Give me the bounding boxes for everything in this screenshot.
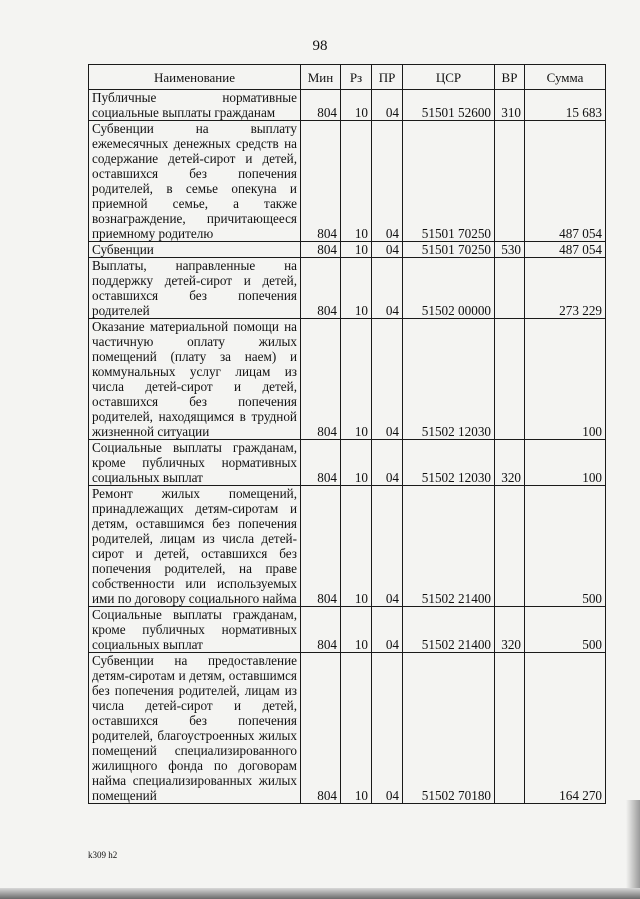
row-min: 804 xyxy=(301,242,341,258)
row-min: 804 xyxy=(301,653,341,804)
row-name: Публичные нормативные социальные выплаты гражданам xyxy=(89,90,301,121)
table-row xyxy=(89,242,606,258)
row-pr: 04 xyxy=(372,486,403,607)
row-pr: 04 xyxy=(372,653,403,804)
row-name: Оказание материальной помощи на частичную оплату жилых помещений (плату за наем) и коммунальных услуг лицам из числа детей-сирот и детей, оставшихся без попечения родителей, находящимся в трудной жизненной ситуации xyxy=(89,319,301,440)
row-min: 804 xyxy=(301,258,341,319)
row-pr: 04 xyxy=(372,242,403,258)
row-name: Субвенции на предоставление детям-сиротам и детям, оставшимся без попечения родителей, лицам из числа детей-сирот и детей, оставшихся без попечения родителей, благоустроенных жилых помещений специализированного жилищного фонда по договорам найма специализированных жилых помещений xyxy=(89,653,301,804)
header-vr: ВР xyxy=(495,65,525,90)
row-sum: 100 xyxy=(525,319,606,440)
row-csr: 51502 12030 xyxy=(403,440,495,486)
table-header-row xyxy=(89,65,606,90)
table-row xyxy=(89,607,606,653)
row-min: 804 xyxy=(301,121,341,242)
table-row xyxy=(89,440,606,486)
row-vr: 320 xyxy=(495,607,525,653)
scan-edge-bottom xyxy=(0,888,640,899)
page-number: 98 xyxy=(312,38,328,54)
row-rz: 10 xyxy=(341,319,372,440)
row-rz: 10 xyxy=(341,440,372,486)
row-name: Выплаты, направленные на поддержку детей-сирот и детей, оставшихся без попечения родителей xyxy=(89,258,301,319)
row-pr: 04 xyxy=(372,607,403,653)
row-vr xyxy=(495,486,525,607)
row-pr: 04 xyxy=(372,90,403,121)
row-pr: 04 xyxy=(372,121,403,242)
row-vr xyxy=(495,121,525,242)
row-sum: 500 xyxy=(525,607,606,653)
row-sum: 273 229 xyxy=(525,258,606,319)
row-csr: 51501 52600 xyxy=(403,90,495,121)
row-min: 804 xyxy=(301,607,341,653)
row-csr: 51502 21400 xyxy=(403,486,495,607)
table-row xyxy=(89,258,606,319)
footer-code: k309 h2 xyxy=(88,850,118,860)
table-row xyxy=(89,121,606,242)
table-row xyxy=(89,486,606,607)
scan-edge-right xyxy=(626,800,640,899)
row-min: 804 xyxy=(301,90,341,121)
header-csr: ЦСР xyxy=(403,65,495,90)
row-rz: 10 xyxy=(341,486,372,607)
budget-table xyxy=(88,64,606,804)
row-sum: 500 xyxy=(525,486,606,607)
row-pr: 04 xyxy=(372,319,403,440)
header-pr: ПР xyxy=(372,65,403,90)
row-rz: 10 xyxy=(341,653,372,804)
table-row xyxy=(89,319,606,440)
row-rz: 10 xyxy=(341,607,372,653)
row-vr: 310 xyxy=(495,90,525,121)
row-vr: 320 xyxy=(495,440,525,486)
row-csr: 51502 12030 xyxy=(403,319,495,440)
row-rz: 10 xyxy=(341,90,372,121)
row-rz: 10 xyxy=(341,242,372,258)
row-sum: 15 683 xyxy=(525,90,606,121)
row-pr: 04 xyxy=(372,258,403,319)
row-vr xyxy=(495,653,525,804)
row-name: Социальные выплаты гражданам, кроме публичных нормативных социальных выплат xyxy=(89,440,301,486)
row-min: 804 xyxy=(301,440,341,486)
row-min: 804 xyxy=(301,486,341,607)
row-sum: 487 054 xyxy=(525,121,606,242)
row-name: Субвенции xyxy=(89,242,301,258)
row-csr: 51501 70250 xyxy=(403,242,495,258)
row-csr: 51502 21400 xyxy=(403,607,495,653)
row-csr: 51501 70250 xyxy=(403,121,495,242)
row-name: Субвенции на выплату ежемесячных денежных средств на содержание детей-сирот и детей, оставшихся без попечения родителей, в семье опекуна и приемной семье, а также вознаграждение, причитающееся приемному родителю xyxy=(89,121,301,242)
header-name: Наименование xyxy=(89,65,301,90)
row-vr xyxy=(495,319,525,440)
row-csr: 51502 00000 xyxy=(403,258,495,319)
row-vr xyxy=(495,258,525,319)
row-sum: 487 054 xyxy=(525,242,606,258)
row-name: Социальные выплаты гражданам, кроме публичных нормативных социальных выплат xyxy=(89,607,301,653)
row-rz: 10 xyxy=(341,121,372,242)
row-sum: 164 270 xyxy=(525,653,606,804)
header-rz: Рз xyxy=(341,65,372,90)
row-name: Ремонт жилых помещений, принадлежащих детям-сиротам и детям, оставшимся без попечения родителей, лицам из числа детей-сирот и детей, оставшихся без попечения родителей, на праве собственности или используемых ими по договору социального найма xyxy=(89,486,301,607)
table-row xyxy=(89,90,606,121)
header-sum: Сумма xyxy=(525,65,606,90)
row-csr: 51502 70180 xyxy=(403,653,495,804)
row-vr: 530 xyxy=(495,242,525,258)
row-pr: 04 xyxy=(372,440,403,486)
row-min: 804 xyxy=(301,319,341,440)
row-rz: 10 xyxy=(341,258,372,319)
row-sum: 100 xyxy=(525,440,606,486)
header-min: Мин xyxy=(301,65,341,90)
table-row xyxy=(89,653,606,804)
